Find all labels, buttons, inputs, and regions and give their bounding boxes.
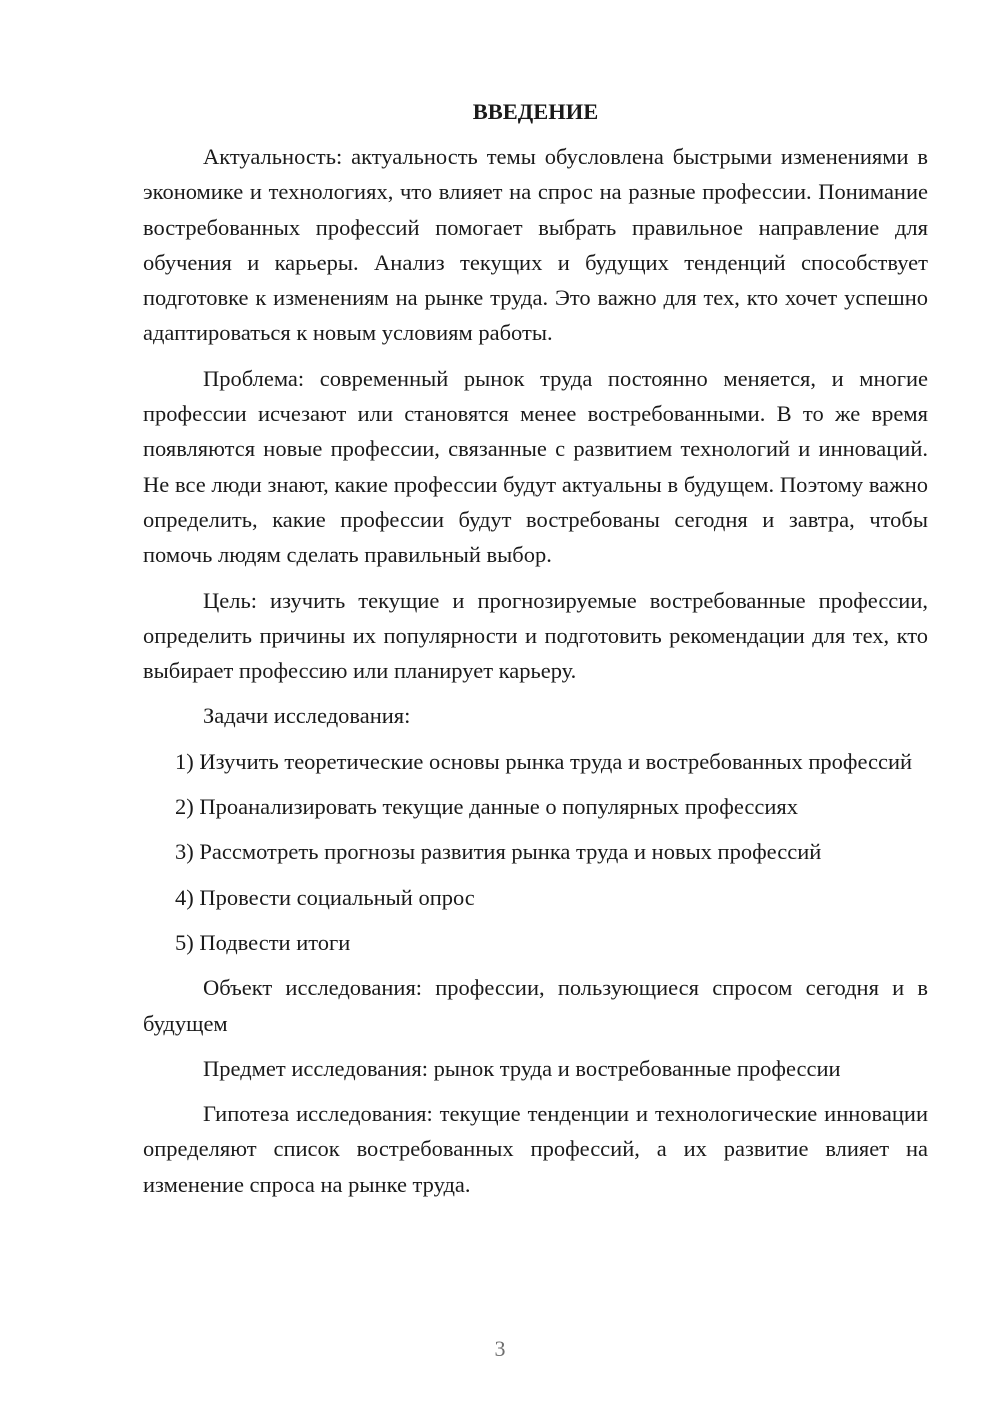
subject-paragraph: Предмет исследования: рынок труда и востребованные профессии — [203, 1055, 841, 1081]
tasks-intro: Задачи исследования: — [203, 703, 411, 729]
task-item-4: 4) Провести социальный опрос — [175, 884, 475, 910]
task-item-1: 1) Изучить теоретические основы рынка труда и востребованных профессий — [175, 748, 913, 774]
object-paragraph: Объект исследования: профессии, пользующиеся спросом сегодня и в будущем — [143, 975, 928, 1036]
page-number: 3 — [494, 1336, 506, 1361]
task-item-2: 2) Проанализировать текущие данные о популярных профессиях — [175, 794, 798, 820]
section-heading: ВВЕДЕНИЕ — [472, 99, 599, 124]
hypothesis-paragraph: Гипотеза исследования: текущие тенденции и технологические инновации определяют список востребованных профессий, а их развитие влияет на изменение спроса на рынке труда. — [143, 1101, 928, 1197]
relevance-paragraph: Актуальность: актуальность темы обусловлена быстрыми изменениями в экономике и технологиях, что влияет на спрос на разные профессии. Понимание востребованных профессий помогает выбрать правильное направление для обучения и карьеры. Анализ текущих и будущих тенденций способствует подготовке к изменениям на рынке труда. Это важно для тех, кто хочет успешно адаптироваться к новым условиям работы. — [143, 144, 928, 346]
problem-paragraph: Проблема: современный рынок труда постоянно меняется, и многие профессии исчезают или становятся менее востребованными. В то же время появляются новые профессии, связанные с развитием технологий и инноваций. Не все люди знают, какие профессии будут актуальны в будущем. Поэтому важно определить, какие профессии будут востребованы сегодня и завтра, чтобы помочь людям сделать правильный выбор. — [143, 365, 928, 568]
task-item-3: 3) Рассмотреть прогнозы развития рынка труда и новых профессий — [175, 839, 822, 865]
page-content — [143, 94, 928, 1212]
task-item-5: 5) Подвести итоги — [175, 929, 351, 955]
goal-paragraph: Цель: изучить текущие и прогнозируемые востребованные профессии, определить причины их популярности и подготовить рекомендации для тех, кто выбирает профессию или планирует карьеру. — [143, 587, 928, 684]
